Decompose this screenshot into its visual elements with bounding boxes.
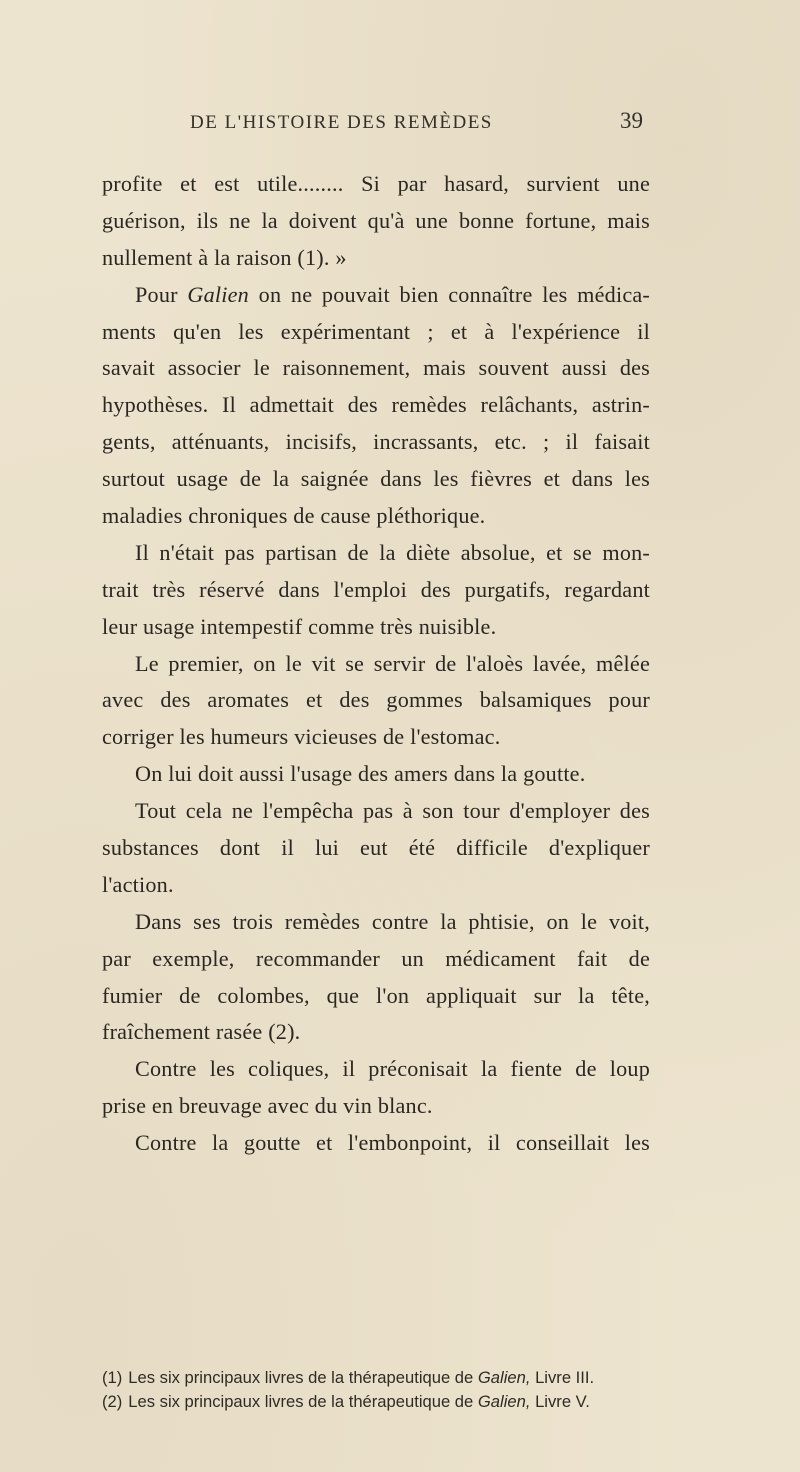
text-line: corriger les humeurs vicieuses de l'estomac. [102, 724, 501, 750]
footnote-1 [102, 1366, 662, 1390]
running-head [0, 108, 800, 138]
text-line: profite et est utile........ Si par hasard, survient une [102, 171, 650, 196]
text-line: Il n'était pas partisan de la diète absolue, et se mon- [135, 539, 650, 565]
text-line: avec des aromates et des gommes balsamiques pour [102, 687, 650, 713]
text-fragment: on ne pouvait bien connaître les médica- [248, 281, 650, 307]
author-name-galien: Galien [187, 281, 249, 307]
text-line: Le premier, on le vit se servir de l'aloès lavée, mêlée [135, 650, 650, 676]
footnote-text: Livre III. [530, 1368, 595, 1387]
text-line: On lui doit aussi l'usage des amers dans la goutte. [135, 761, 586, 787]
text-line: fraîchement rasée (2). [102, 1019, 301, 1045]
text-line: prise en breuvage avec du vin blanc. [102, 1093, 433, 1119]
text-line: gents, atténuants, incisifs, incrassants, etc. ; il faisait [102, 429, 650, 455]
text-line: fumier de colombes, que l'on appliquait sur la tête, [102, 982, 650, 1008]
text-line: Dans ses trois remèdes contre la phtisie, on le voit, [135, 908, 650, 934]
text-line: leur usage intempestif comme très nuisible. [102, 613, 497, 639]
text-line [102, 277, 650, 314]
text-line: ments qu'en les expérimentant ; et à l'expérience il [102, 318, 650, 344]
text-line: Contre la goutte et l'embonpoint, il conseillait les [135, 1130, 650, 1156]
footnote-number: (2) [102, 1392, 123, 1411]
page-number: 39 [620, 108, 643, 133]
text-line: guérison, ils ne la doivent qu'à une bonne fortune, mais [102, 207, 650, 233]
text-line: surtout usage de la saignée dans les fièvres et dans les [102, 466, 650, 492]
text-line: par exemple, recommander un médicament fait de [102, 945, 650, 971]
text-line: savait associer le raisonnement, mais souvent aussi des [102, 355, 650, 381]
author-name-galien: Galien, [477, 1392, 531, 1411]
text-line: l'action. [102, 871, 174, 897]
text-line: maladies chroniques de cause pléthorique. [102, 503, 486, 529]
footnote-text: Les six principaux livres de la thérapeutique de [128, 1368, 478, 1387]
author-name-galien: Galien, [477, 1368, 531, 1387]
footnote-number: (1) [102, 1368, 123, 1387]
text-line: hypothèses. Il admettait des remèdes relâchants, astrin- [102, 392, 650, 418]
text-line: substances dont il lui eut été difficile d'expliquer [102, 835, 650, 861]
text-line: Contre les coliques, il préconisait la fiente de loup [135, 1056, 650, 1082]
body-text [102, 166, 650, 1162]
footnote-text: Les six principaux livres de la thérapeutique de [128, 1392, 478, 1411]
footnotes [102, 1366, 662, 1414]
text-fragment: Pour [135, 281, 188, 307]
text-line: nullement à la raison (1). » [102, 244, 347, 270]
text-line: Tout cela ne l'empêcha pas à son tour d'employer des [135, 798, 650, 824]
footnote-text: Livre V. [530, 1392, 590, 1411]
running-title: DE L'HISTOIRE DES REMÈDES [190, 112, 493, 133]
footnote-2 [102, 1390, 662, 1414]
text-line: trait très réservé dans l'emploi des purgatifs, regardant [102, 576, 650, 602]
